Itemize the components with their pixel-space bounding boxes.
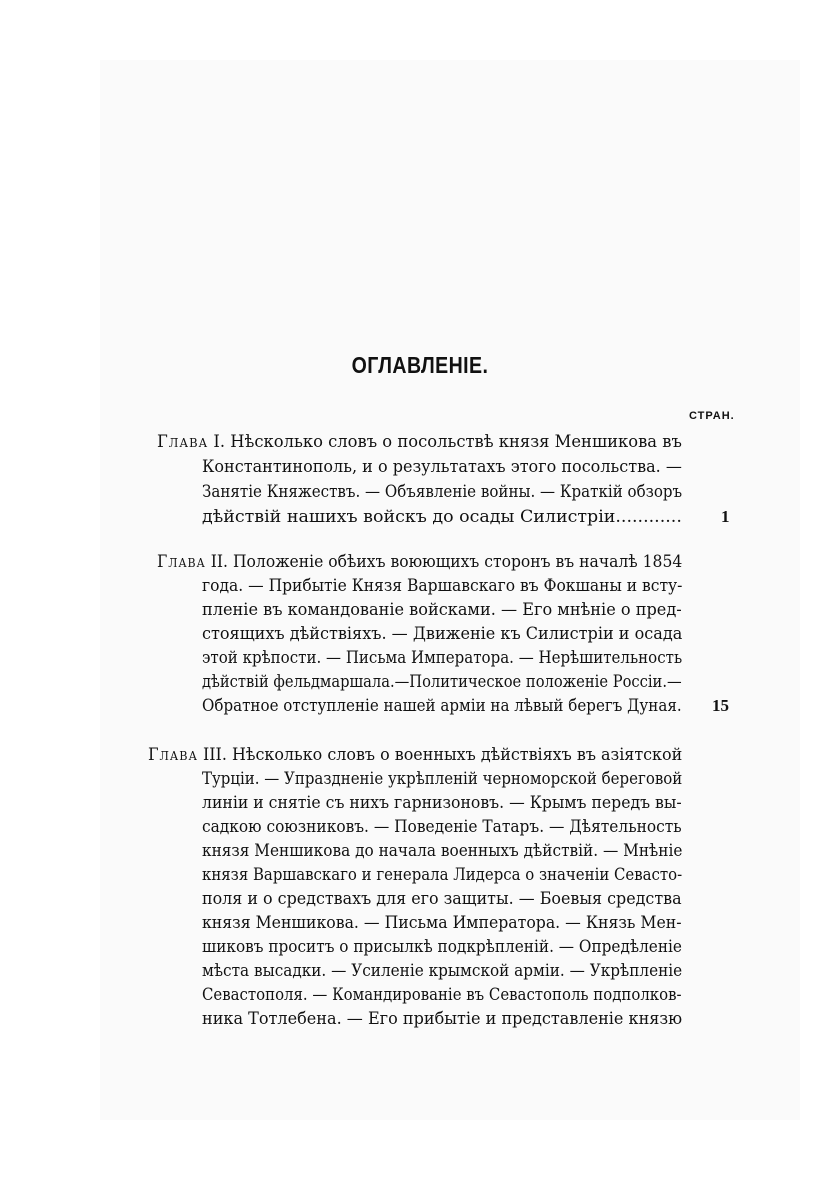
chapter-3-line-1 (148, 743, 682, 767)
chapter-text: Турціи. — Упраздненіе укрѣпленій черноморской береговой (202, 769, 683, 789)
chapter-page-number: 1 (721, 507, 730, 526)
chapter-text: Обратное отступленіе нашей арміи на лѣвый берегъ Дуная. (202, 696, 682, 716)
chapter-text: шиковъ проситъ о присылкѣ подкрѣпленій. — Опредѣленіе (202, 937, 682, 957)
chapter-2-line-1 (157, 550, 682, 574)
chapter-text: Нѣсколько словъ о посольствѣ князя Меншикова въ (230, 432, 682, 452)
chapter-text: дѣйствій фельдмаршала.—Политическое положеніе Россіи.— (202, 672, 682, 692)
chapter-text: линіи и снятіе съ нихъ гарнизоновъ. — Крымъ передъ вы- (202, 793, 682, 813)
chapter-text: мѣста высадки. — Усиленіе крымской арміи. — Укрѣпленіе (202, 961, 683, 981)
pages-column-header: СТРАН. (689, 410, 735, 422)
chapter-number: I. (213, 432, 226, 452)
chapter-text: Севастополя. — Командированіе въ Севастополь подполков- (202, 985, 682, 1005)
chapter-text: пленіе въ командованіе войсками. — Его мнѣніе о пред- (202, 600, 682, 620)
chapter-text: Нѣсколько словъ о военныхъ дѣйствіяхъ въ азіятской (231, 745, 683, 765)
chapter-number: II. (210, 552, 229, 572)
chapter-text: дѣйствій нашихъ войскъ до осады Силистріи............ (202, 507, 682, 527)
chapter-text: года. — Прибытіе Князя Варшавскаго въ Фокшаны и всту- (202, 576, 683, 596)
chapter-label: Глава (157, 432, 209, 452)
page-title: ОГЛАВЛЕНІЕ. (351, 352, 489, 378)
chapter-text: князя Меншикова. — Письма Императора. — Князь Мен- (202, 913, 682, 933)
chapter-text: Занятіе Княжествъ. — Объявленіе войны. — Краткій обзоръ (202, 482, 683, 502)
chapter-text: князя Меншикова до начала военныхъ дѣйствій. — Мнѣніе (202, 841, 683, 861)
chapter-number: III. (202, 745, 227, 765)
chapter-text: садкою союзниковъ. — Поведеніе Татаръ. — Дѣятельность (202, 817, 682, 837)
chapter-text: Положеніе обѣихъ воюющихъ сторонъ въ началѣ 1854 (232, 552, 683, 572)
chapter-1-line-1 (157, 430, 682, 454)
chapter-text: поля и о средствахъ для его защиты. — Боевыя средства (202, 889, 682, 909)
chapter-text: ника Тотлебена. — Его прибытіе и представленіе князю (202, 1009, 683, 1029)
chapter-label: Глава (157, 552, 206, 572)
chapter-text: князя Варшавскаго и генерала Лидерса о значеніи Севасто- (202, 865, 683, 885)
chapter-text: этой крѣпости. — Письма Императора. — Нерѣшительность (202, 648, 683, 668)
chapter-text: Константинополь, и о результатахъ этого посольства. — (202, 457, 682, 477)
chapter-text: стоящихъ дѣйствіяхъ. — Движеніе къ Силистріи и осада (202, 624, 683, 644)
chapter-label: Глава (148, 745, 198, 765)
chapter-page-number: 15 (712, 696, 729, 715)
